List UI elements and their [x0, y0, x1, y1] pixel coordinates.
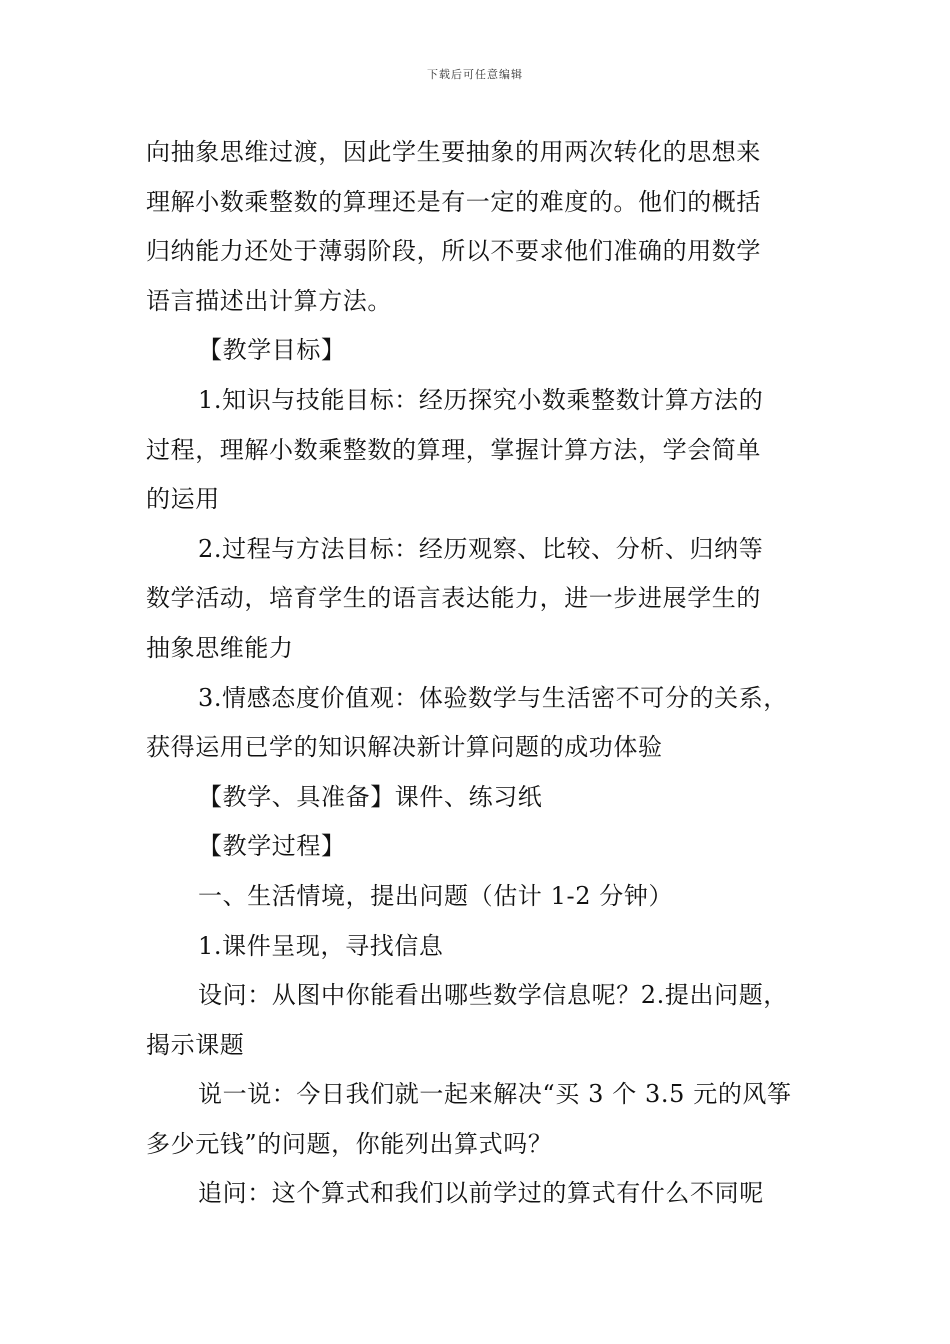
- text-line: 过程，理解小数乘整数的算理，掌握计算方法，学会简单: [146, 435, 761, 464]
- text-line: 揭示课题: [146, 1030, 245, 1059]
- text-line: 多少元钱”的问题，你能列出算式吗？: [146, 1129, 553, 1158]
- text-line: 说一说：今日我们就一起来解决“买 3 个 3.5 元的风筝: [198, 1080, 792, 1109]
- section-heading: 【教学目标】: [198, 336, 346, 365]
- document-body: [146, 128, 812, 1219]
- text-line: 设问：从图中你能看出哪些数学信息呢？2.提出问题，: [198, 981, 788, 1010]
- text-line: 数学活动，培育学生的语言表达能力，进一步进展学生的: [146, 584, 761, 613]
- text-line: 的运用: [146, 485, 220, 514]
- text-line: 归纳能力还处于薄弱阶段，所以不要求他们准确的用数学: [146, 237, 761, 266]
- text-line: 语言描述出计算方法。: [146, 286, 392, 315]
- text-line: 追问：这个算式和我们以前学过的算式有什么不同呢: [198, 1179, 764, 1208]
- text-line: 向抽象思维过渡，因此学生要抽象的用两次转化的思想来: [146, 138, 761, 166]
- text-line: 获得运用已学的知识解决新计算问题的成功体验: [146, 733, 663, 762]
- text-line: 一、生活情境，提出问题（估计 1-2 分钟）: [198, 881, 674, 910]
- header-note: 下载后可任意编辑: [427, 68, 523, 81]
- section-heading: 【教学过程】: [198, 832, 346, 861]
- text-line: 2.过程与方法目标：经历观察、比较、分析、归纳等: [198, 534, 764, 563]
- text-line: 3.情感态度价值观：体验数学与生活密不可分的关系，: [198, 683, 788, 712]
- text-line: 1.课件呈现，寻找信息: [198, 931, 444, 960]
- text-line: 1.知识与技能目标：经历探究小数乘整数计算方法的: [198, 385, 764, 414]
- section-heading: 【教学、具准备】课件、练习纸: [198, 782, 543, 811]
- text-line: 抽象思维能力: [146, 633, 294, 662]
- text-line: 理解小数乘整数的算理还是有一定的难度的。他们的概括: [146, 187, 761, 216]
